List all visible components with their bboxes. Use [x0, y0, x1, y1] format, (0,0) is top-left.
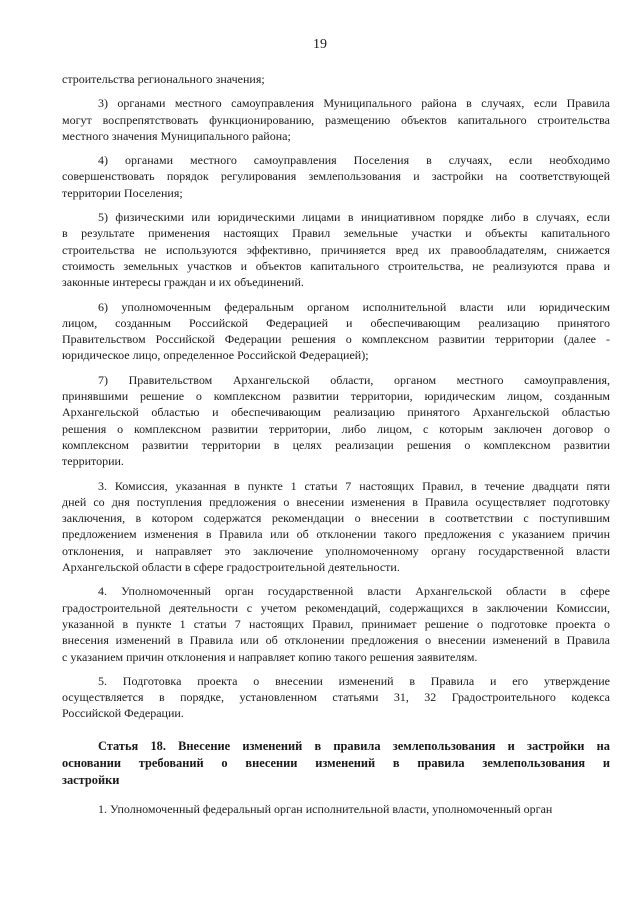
paragraphs-before-heading	[62, 71, 610, 722]
text-line: строительства не используются эффективно, причиняется вред их правообладателям, снижается	[62, 242, 610, 257]
text-line: 3) органами местного самоуправления Муниципального района в случаях, если Правила	[98, 96, 610, 111]
text-line: 7) Правительством Архангельской области, органом местного самоуправления,	[98, 372, 610, 387]
text-line: градостроительной деятельности с учетом рекомендаций, содержащихся в заключении Комиссии,	[62, 600, 610, 615]
text-line: указанной в пункте 1 статьи 7 настоящих Правил, принимает решение о подготовке проекта о	[62, 616, 610, 631]
text-line: местного значения Муниципального района;	[62, 128, 291, 143]
text-line: в результате применения настоящих Правил земельные участки и объекты капитального	[62, 226, 610, 241]
text-line: стоимость земельных участков и объектов капитального строительства, не реализуются права и	[62, 258, 610, 273]
text-line: совершенствовать порядок регулирования землепользования и застройки на соответствующей	[62, 169, 610, 184]
paragraph	[62, 478, 610, 576]
text-line: предложением изменения в Правила или об отклонении такого предложения с указанием причин	[62, 527, 610, 542]
text-line: Российской Федерации.	[62, 706, 184, 721]
text-line: строительства регионального значения;	[62, 72, 265, 86]
article-heading	[62, 738, 610, 789]
text-line: 6) уполномоченным федеральным органом исполнительной власти или юридическим	[98, 299, 610, 314]
paragraph	[62, 583, 610, 664]
paragraph	[62, 801, 610, 817]
text-line: 4) органами местного самоуправления Поселения в случаях, если необходимо	[98, 153, 610, 168]
text-line: внесения изменений в Правила или об отклонении предложения о внесении изменений в Правила	[62, 633, 610, 648]
page-number: 19	[313, 37, 327, 52]
text-line: 1. Уполномоченный федеральный орган исполнительной власти, уполномоченный орган	[98, 801, 553, 816]
heading-line: застройки	[62, 772, 120, 787]
text-line: отклонения, и направляет это заключение уполномоченному органу государственной власти	[62, 543, 610, 558]
text-line: 5. Подготовка проекта о внесении изменений в Правила и его утверждение	[98, 673, 610, 688]
heading-line: основании требований о внесении изменений в правила землепользования и	[62, 755, 610, 770]
text-line: 5) физическими или юридическими лицами в инициативном порядке либо в случаях, если	[98, 210, 610, 225]
text-line: осуществляется в порядке, установленном статьями 31, 32 Градостроительного кодекса	[62, 690, 610, 705]
text-line: заключения, в котором содержатся рекомендации о внесении в соответствии с поступившим	[62, 511, 610, 526]
paragraph	[62, 372, 610, 470]
text-line: юридическое лицо, определенное Российской Федерацией);	[62, 348, 369, 363]
text-line: решения о комплексном развитии территории, либо лицом, с которым заключен договор о	[62, 421, 610, 436]
paragraph	[62, 673, 610, 722]
text-line: комплексном развитии территории в целях реализации решения о комплексном развитии	[62, 437, 610, 452]
paragraph	[62, 299, 610, 364]
paragraph	[62, 152, 610, 201]
text-line: Архангельской области в сфере градостроительной деятельности.	[62, 560, 400, 575]
text-line: дней со дня поступления предложения о внесении изменения в Правила осуществляет подготовку	[62, 494, 610, 509]
text-line: территории Поселения;	[62, 185, 183, 200]
text-line: Архангельской областью и обеспечивающим реализацию принятого Архангельской областью	[62, 405, 610, 420]
text-line: территории.	[62, 454, 124, 469]
text-line: с указанием причин отклонения и направляет копию такого решения заявителям.	[62, 649, 478, 664]
text-line: лицом, созданным Российской Федерацией и обеспечивающим реализацию принятого	[62, 315, 610, 330]
text-line: Правительством Российской Федерации решения о комплексном развитии территории (далее -	[62, 332, 610, 347]
paragraph	[62, 209, 610, 290]
heading-line: Статья 18. Внесение изменений в правила землепользования и застройки на	[98, 738, 610, 753]
paragraph	[62, 95, 610, 144]
text-line: принявшими решение о комплексном развитии территории, юридическим лицом, созданным	[62, 389, 610, 404]
text-line: законные интересы граждан и их объединений.	[62, 275, 304, 290]
text-line: 4. Уполномоченный орган государственной власти Архангельской области в сфере	[98, 584, 610, 599]
text-line: 3. Комиссия, указанная в пункте 1 статьи 7 настоящих Правил, в течение двадцати пяти	[98, 478, 610, 493]
paragraphs-after-heading	[62, 801, 610, 817]
document-body	[62, 71, 610, 825]
text-line: могут воспрепятствовать функционированию, размещению объектов капитального строительства	[62, 112, 610, 127]
paragraph	[62, 71, 610, 87]
